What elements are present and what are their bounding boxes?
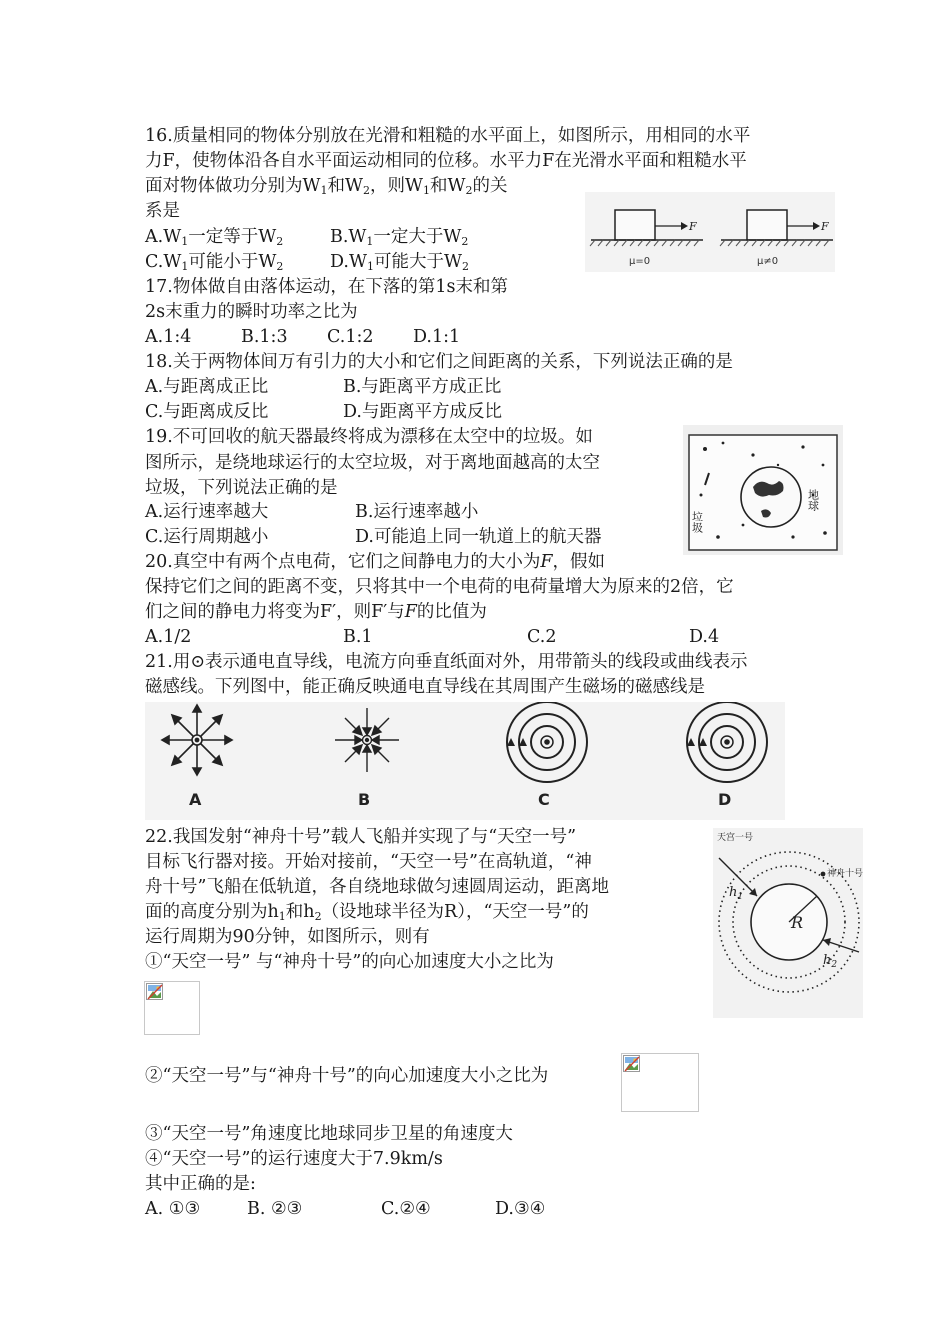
- q19-text-1: 19.不可回收的航天器最终将成为漂移在太空中的垃圾。如: [145, 427, 593, 447]
- q16-option-b: $B.W_1$一定大于$W_2$: [330, 227, 469, 248]
- q22-option-c: C.②④: [381, 1199, 431, 1219]
- q22-text-4b: 和h: [285, 902, 315, 922]
- mu-label-right: μ≠0: [757, 256, 779, 267]
- q19-options-row-2: [145, 525, 602, 549]
- block-left: [615, 210, 655, 240]
- option-label-c: C: [538, 790, 550, 809]
- h2-label: $h_2$: [823, 953, 838, 970]
- q22-text-2: 目标飞行器对接。开始对接前，“天空一号”在高轨道，“神: [145, 852, 592, 872]
- q19-text-3: 垃圾，下列说法正确的是: [145, 478, 338, 498]
- q22-item-2: [145, 1064, 548, 1088]
- q20-option-b: B.1: [343, 627, 373, 647]
- q22-line-3: [145, 875, 609, 899]
- q19-option-c: C.运行周期越小: [145, 527, 269, 547]
- tiangong-label: 天宫一号: [717, 833, 754, 843]
- q22-text-1: 22.我国发射“神舟十号”载人飞船并实现了与“天空一号”: [145, 827, 577, 847]
- mu-label-left: μ=0: [629, 256, 651, 267]
- q19-figure-space-junk: [683, 425, 843, 555]
- q16-text-1: 16.质量相同的物体分别放在光滑和粗糙的水平面上，如图所示，用相同的水平: [145, 126, 751, 146]
- q19-line-3: [145, 476, 338, 500]
- q19-line-1: [145, 425, 593, 449]
- subscript: 1: [423, 184, 430, 197]
- q16-text-3c: ，则W: [370, 176, 423, 196]
- q18-option-a: A.与距离成正比: [145, 377, 269, 397]
- q16-option-c: $C.W_1$可能小于$W_2$: [145, 252, 284, 273]
- q21-figure-field-lines: [145, 702, 785, 820]
- q22-line-5: [145, 925, 430, 949]
- q22-text-3: 舟十号”飞船在低轨道，各自绕地球做匀速圆周运动，距离地: [145, 877, 609, 897]
- q16-line-2: [145, 149, 747, 173]
- q22-item-4-text: ④“天空一号”的运行速度大于7.9km/s: [145, 1149, 443, 1169]
- q22-option-d: D.③④: [495, 1199, 546, 1219]
- h1-label: $h_1$: [729, 885, 744, 902]
- q20-text-1b: F: [540, 552, 553, 572]
- q20-text-1a: 20.真空中有两个点电荷，它们之间静电力的大小为: [145, 552, 541, 572]
- broken-image-icon: [621, 1053, 699, 1112]
- q20-text-3c: 的比值为: [416, 602, 487, 622]
- q17-option-c: C.1:2: [327, 327, 374, 347]
- image-placeholder-icon: [623, 1055, 641, 1073]
- q16-line-4: [145, 199, 180, 223]
- subscript: 2: [363, 184, 370, 197]
- q16-option-d: $D.W_1$可能大于$W_2$: [330, 252, 469, 273]
- q17-text-2: 2s末重力的瞬时功率之比为: [145, 302, 358, 322]
- q19-options-row-1: [145, 500, 479, 524]
- q20-option-a: A.1/2: [145, 627, 192, 647]
- block-right: [747, 210, 787, 240]
- q20-text-2: 保持它们之间的距离不变，只将其中一个电荷的电荷量增大为原来的2倍，它: [145, 577, 734, 597]
- q19-line-2: [145, 451, 600, 475]
- radius-label: R: [791, 913, 804, 932]
- q16-figure-blocks: [585, 192, 835, 272]
- q21-text-2: 磁感线。下列图中，能正确反映通电直导线在其周围产生磁场的磁感线是: [145, 677, 705, 697]
- option-label-b: B: [358, 790, 371, 809]
- q20-line-2: [145, 575, 734, 599]
- q18-text-1: 18.关于两物体间万有引力的大小和它们之间距离的关系，下列说法正确的是: [145, 352, 733, 372]
- q20-line-1: [145, 550, 605, 574]
- subscript: 2: [314, 910, 322, 923]
- q17-line-2: [145, 300, 358, 324]
- q16-text-2: 力F，使物体沿各自水平面运动相同的位移。水平力F在光滑水平面和粗糙水平: [145, 151, 747, 171]
- q22-text-4c: （设地球半径为R），“天空一号”的: [321, 902, 589, 922]
- q22-option-a: A. ①③: [145, 1199, 201, 1219]
- q22-item-3: [145, 1122, 513, 1146]
- earth-label: 地球: [806, 489, 820, 511]
- q16-text-4: 系是: [145, 201, 180, 221]
- q20-option-d: D.4: [689, 627, 720, 647]
- q21-line-1: [145, 650, 748, 674]
- subscript: 1: [278, 910, 286, 923]
- force-label-right: F: [821, 220, 829, 233]
- q22-figure-orbits: [713, 828, 863, 1018]
- image-placeholder-icon: [146, 983, 164, 1001]
- q18-option-d: D.与距离平方成反比: [343, 402, 502, 422]
- q22-item-1-text: ①“天空一号” 与“神舟十号”的向心加速度大小之比为: [145, 952, 554, 972]
- q22-option-b: B. ②③: [247, 1199, 303, 1219]
- earth-icon: [741, 467, 801, 527]
- q16-line-3: [145, 174, 508, 203]
- q17-option-d: D.1:1: [413, 327, 461, 347]
- q18-option-b: B.与距离平方成正比: [343, 377, 502, 397]
- q18-option-c: C.与距离成反比: [145, 402, 269, 422]
- q16-text-3e: 的关: [472, 176, 508, 196]
- field-option-a: [162, 705, 232, 775]
- field-option-c: [507, 702, 587, 782]
- q22-options: [145, 1197, 546, 1221]
- q17-text-1: 17.物体做自由落体运动，在下落的第1s末和第: [145, 277, 508, 297]
- q22-line-1: [145, 825, 576, 849]
- junk-label: 垃圾: [690, 511, 704, 533]
- q20-text-3a: 们之间的静电力将变为F′，则F′与: [145, 602, 405, 622]
- q19-text-2: 图所示，是绕地球运行的太空垃圾，对于离地面越高的太空: [145, 453, 600, 473]
- q19-option-a: A.运行速率越大: [145, 502, 269, 522]
- shenzhou-dot: [821, 872, 826, 877]
- force-label-left: F: [689, 220, 697, 233]
- q18-options-row-2: [145, 400, 502, 424]
- q20-option-c: C.2: [527, 627, 557, 647]
- q16-text-3b: 和W: [327, 176, 363, 196]
- q20-line-3: [145, 600, 487, 624]
- q22-answer-prompt-text: 其中正确的是:: [145, 1174, 256, 1194]
- q20-options: [145, 625, 720, 649]
- q19-option-d: D.可能追上同一轨道上的航天器: [355, 527, 602, 547]
- option-label-a: A: [189, 790, 202, 809]
- q22-line-2: [145, 850, 592, 874]
- q22-item-3-text: ③“天空一号”角速度比地球同步卫星的角速度大: [145, 1124, 513, 1144]
- q18-line-1: [145, 350, 733, 374]
- q22-item-1: [145, 950, 554, 974]
- q21-line-2: [145, 675, 705, 699]
- q16-line-1: [145, 124, 750, 148]
- q22-text-4a: 面的高度分别为h: [145, 902, 279, 922]
- q16-text-3a: 面对物体做功分别为W: [145, 176, 321, 196]
- q22-text-5: 运行周期为90分钟，如图所示，则有: [145, 927, 430, 947]
- q16-text-3d: 和W: [430, 176, 466, 196]
- q17-options: [145, 325, 461, 349]
- q17-line-1: [145, 275, 508, 299]
- subscript: 2: [465, 184, 473, 197]
- q21-text-1: 21.用⊙表示通电直导线，电流方向垂直纸面对外，用带箭头的线段或曲线表示: [145, 652, 748, 672]
- subscript: 1: [320, 184, 328, 197]
- field-option-d: [687, 702, 767, 782]
- q19-option-b: B.运行速率越小: [355, 502, 479, 522]
- q22-item-2-text: ②“天空一号”与“神舟十号”的向心加速度大小之比为: [145, 1066, 549, 1086]
- shenzhou-label: 神舟十号: [827, 869, 863, 879]
- q20-text-1c: ，假如: [552, 552, 605, 572]
- q17-option-a: A.1:4: [145, 327, 192, 347]
- q16-option-a: $A.W_1$一定等于$W_2$: [145, 227, 284, 248]
- q20-text-3b: F: [404, 602, 417, 622]
- q22-answer-prompt: [145, 1172, 256, 1196]
- q17-option-b: B.1:3: [241, 327, 288, 347]
- broken-image-icon: [144, 981, 200, 1035]
- option-label-d: D: [718, 790, 732, 809]
- q22-item-4: [145, 1147, 443, 1171]
- q18-options-row-1: [145, 375, 502, 399]
